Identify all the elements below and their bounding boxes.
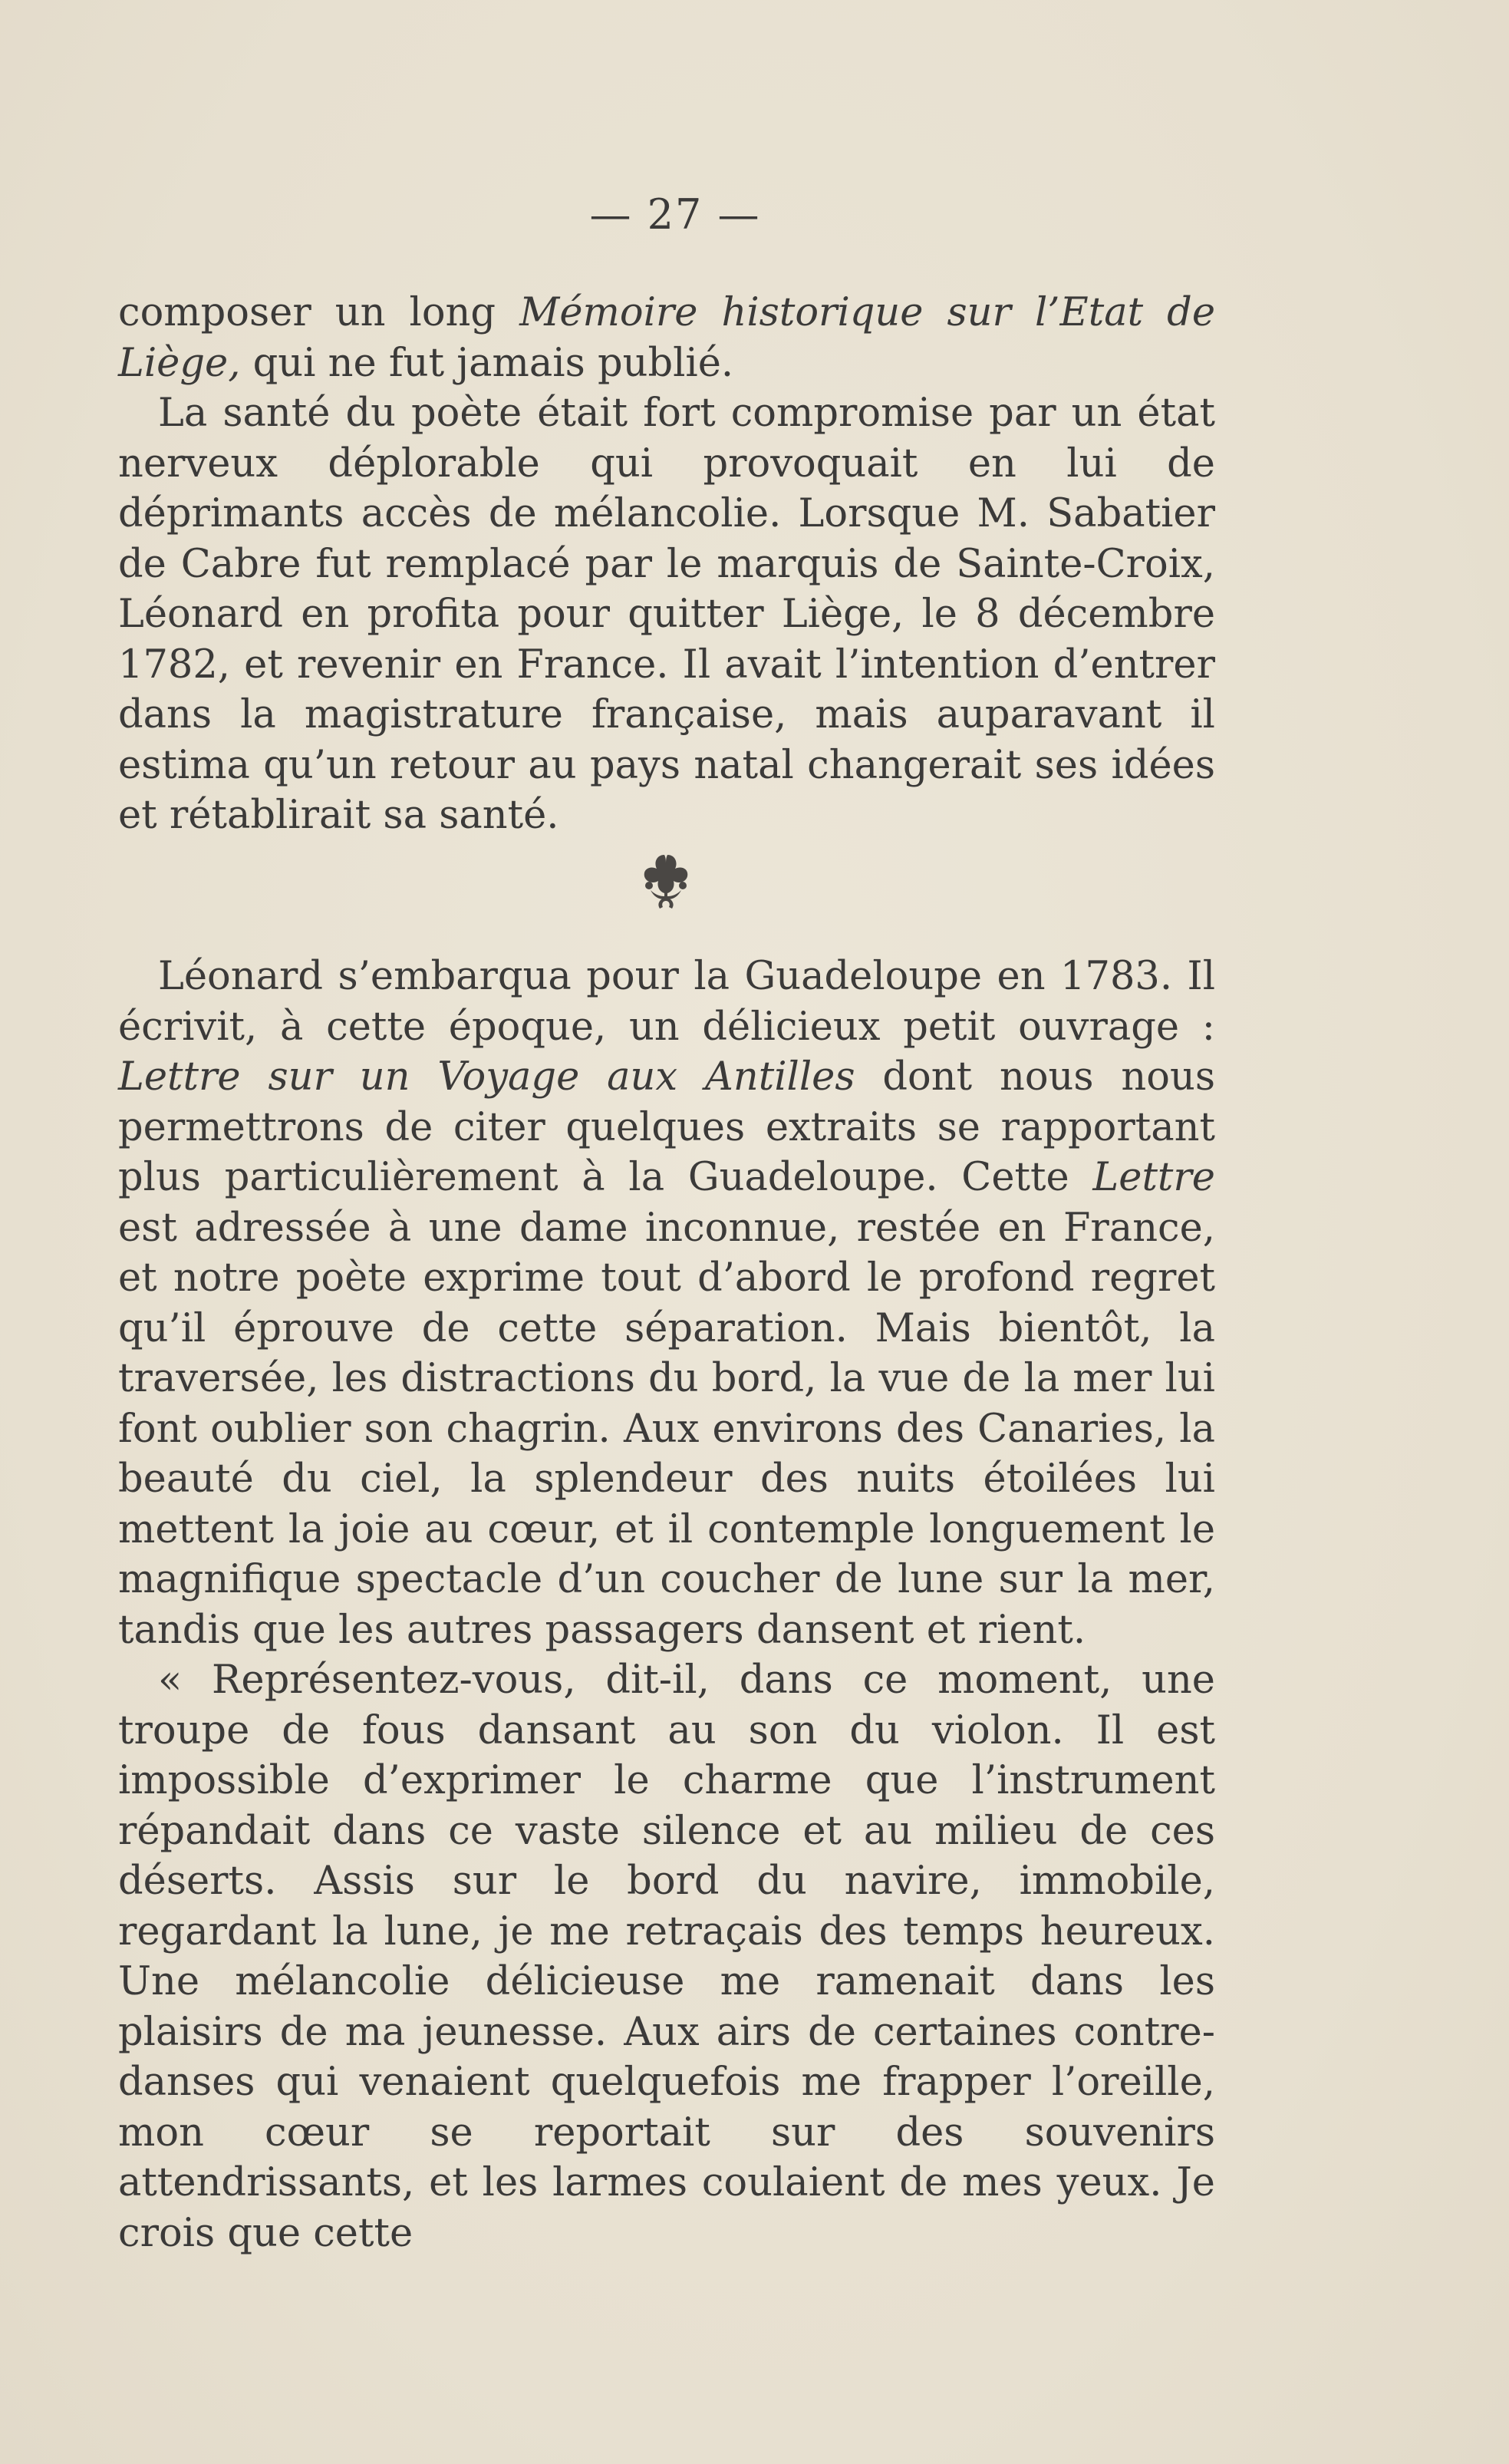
italic-title-text: Lettre — [1092, 1155, 1215, 1200]
paragraph — [118, 388, 1215, 841]
text-block-voyage — [118, 952, 1215, 2258]
paragraph — [118, 1655, 1215, 2258]
paragraph-text: « Représentez-vous, dit-il, dans ce moment, une troupe de fous dansant au son du violon. Il est impossible d’exprimer le charme que l’instrument répandait dans ce vaste silence et au milieu de ces déserts. Assis sur le bord du navire, immobile, regardant la lune, je me retraçais des temps heureux. Une mélancolie délicieuse me ramenait dans les plaisirs de ma jeunesse. Aux airs de certaines contre-danses qui venaient quelquefois me frapper l’oreille, mon cœur se reportait sur des souvenirs attendrissants, et les larmes coulaient de mes yeux. Je crois que cette — [118, 1658, 1215, 2256]
page-number: — 27 — — [589, 190, 761, 239]
italic-title-text: Lettre sur un Voyage aux Antilles — [118, 1054, 855, 1100]
paragraph-text: dont nous nous permettrons de citer quelques extraits se rapportant plus particulièrement à la Guadeloupe. Cette — [118, 1054, 1215, 1200]
text-block-intro — [118, 288, 1215, 841]
paragraph-text: La santé du poète était fort compromise par un état nerveux déplorable qui provoquait en lui de déprimants accès de mélancolie. Lorsque M. Sabatier de Cabre fut remplacé par le marquis de Sainte-Croix, Léonard en profita pour quitter Liège, le 8 décembre 1782, et revenir en France. Il avait l’intention d’entrer dans la magistrature française, mais auparavant il estima qu’un retour au pays natal changerait ses idées et rétablirait sa santé. — [118, 391, 1215, 838]
paragraph-text: composer un long — [118, 290, 520, 335]
paragraph-text: Léonard s’embarqua pour la Guadeloupe en 1783. Il écrivit, à cette époque, un délicieux petit ouvrage : — [118, 954, 1215, 1050]
italic-title-text: Mémoire historique sur l’Etat de Liège, — [118, 290, 1215, 386]
paragraph-text: est adressée à une dame inconnue, restée en France, et notre poète exprime tout d’abord le profond regret qu’il éprouve de cette séparation. Mais bientôt, la traversée, les distractions du bord, la vue de la mer lui font oublier son chagrin. Aux environs des Canaries, la beauté du ciel, la splendeur des nuits étoilées lui mettent la joie au cœur, et il contemple longuement le magnifique spectacle d’un coucher de lune sur la mer, tandis que les autres passagers dansent et rient. — [118, 1205, 1215, 1653]
paragraph — [118, 288, 1215, 388]
fleuron-icon — [634, 850, 698, 915]
paragraph — [118, 952, 1215, 1655]
paragraph-text: qui ne fut jamais publié. — [240, 340, 734, 386]
